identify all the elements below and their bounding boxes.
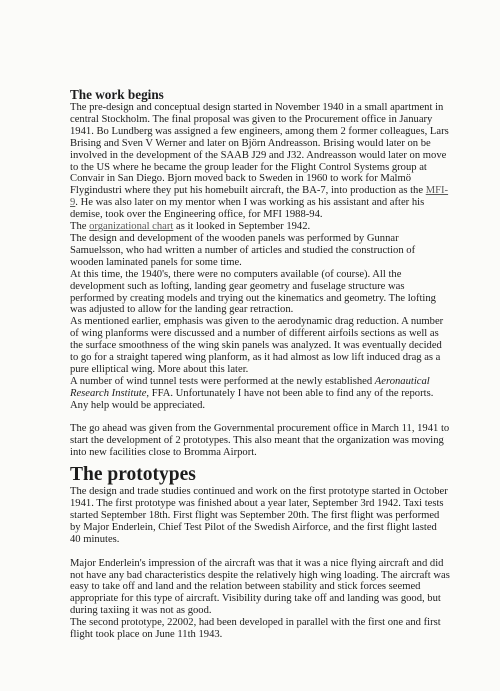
paragraph <box>70 221 450 233</box>
text: A number of wind tunnel tests were performed at the newly established <box>70 375 375 387</box>
paragraph <box>70 102 450 221</box>
paragraph: The go ahead was given from the Governmental procurement office in March 11, 1941 to start the development of 2 prototypes. This also meant that the organization was moving into new facilities close to Bromma Airport. <box>70 423 450 459</box>
paragraph: At this time, the 1940's, there were no computers available (of course). All the development such as lofting, landing gear geometry and fuselage structure was performed by creating models and trying out the kinematics and geometry. The lofting was adjusted to allow for the landing gear retraction. <box>70 268 436 316</box>
text: as it looked in September 1942. <box>173 221 311 233</box>
paragraph <box>70 376 450 412</box>
section-heading-prototypes: The prototypes <box>70 464 196 486</box>
paragraph: The second prototype, 22002, had been developed in parallel with the first one and first flight took place on June 11th 1943. <box>70 617 441 641</box>
section-heading-work-begins: The work begins <box>70 87 164 102</box>
text: . He was also later on my mentor when I was working as his assistant and after his demise, took over the Engineering office, for MFI 1988-94. <box>70 197 425 221</box>
text: , FFA. Unfortunately I have not been able to find any of the reports. Any help would be appreciated. <box>70 387 434 411</box>
document-body <box>70 87 450 641</box>
institute-name: Aeronautical Research Institute <box>70 375 430 399</box>
paragraph: Major Enderlein's impression of the aircraft was that it was a nice flying aircraft and did not have any bad characteristics despite the relatively high wing loading. The aircraft was easy to take off and land and the relation between stability and stick forces seemed appropriate for this type of aircraft. Visibility during take off and landing was good, but during taxiing it was not as good. <box>70 557 450 617</box>
mfi9-link[interactable]: MFI-9 <box>70 185 449 209</box>
paragraph: As mentioned earlier, emphasis was given to the aerodynamic drag reduction. A number of wing planforms were discussed and a number of different airfoils sections as well as the surface smoothness of the wing skin panels was analyzed. It was eventually decided to go for a straight tapered wing planform, as it had almost as low lift induced drag as a pure elliptical wing. More about this later. <box>70 316 444 375</box>
text: The <box>70 221 90 233</box>
text: The pre-design and conceptual design started in November 1940 in a small apartment in central Stockholm. The final proposal was given to the Procurement office in January 1941. Bo Lundberg was assigned a few engineers, among them 2 former colleagues, Lars Brising and Sven V Werner and later on Björn Andreasson. Brising would later on be involved in the development of the SAAB J29 and J32. Andreasson would later on move to the US where he became the group leader for the Flight Control Systems group at Convair in San Diego. Bjorn moved back to Sweden in 1960 to work for Malmö Flygindustri where they put his homebuilt aircraft, the BA-7, into production as the <box>70 102 449 197</box>
organizational-chart-link[interactable]: organizational chart <box>89 221 174 233</box>
paragraph: The design and development of the wooden panels was performed by Gunnar Samuelsson, who had written a number of articles and studied the construction of wooden laminated panels for some time. <box>70 232 416 268</box>
paragraph: The design and trade studies continued and work on the first prototype started in October 1941. The first prototype was finished about a year later, September 3rd 1942. Taxi tests started September 18th. First flight was September 20th. The first flight was performed by Major Enderlein, Chief Test Pilot of the Swedish Airforce, and the first flight lasted 40 minutes. <box>70 486 448 545</box>
paragraph-gap <box>70 412 450 424</box>
paragraph-gap <box>70 546 450 558</box>
